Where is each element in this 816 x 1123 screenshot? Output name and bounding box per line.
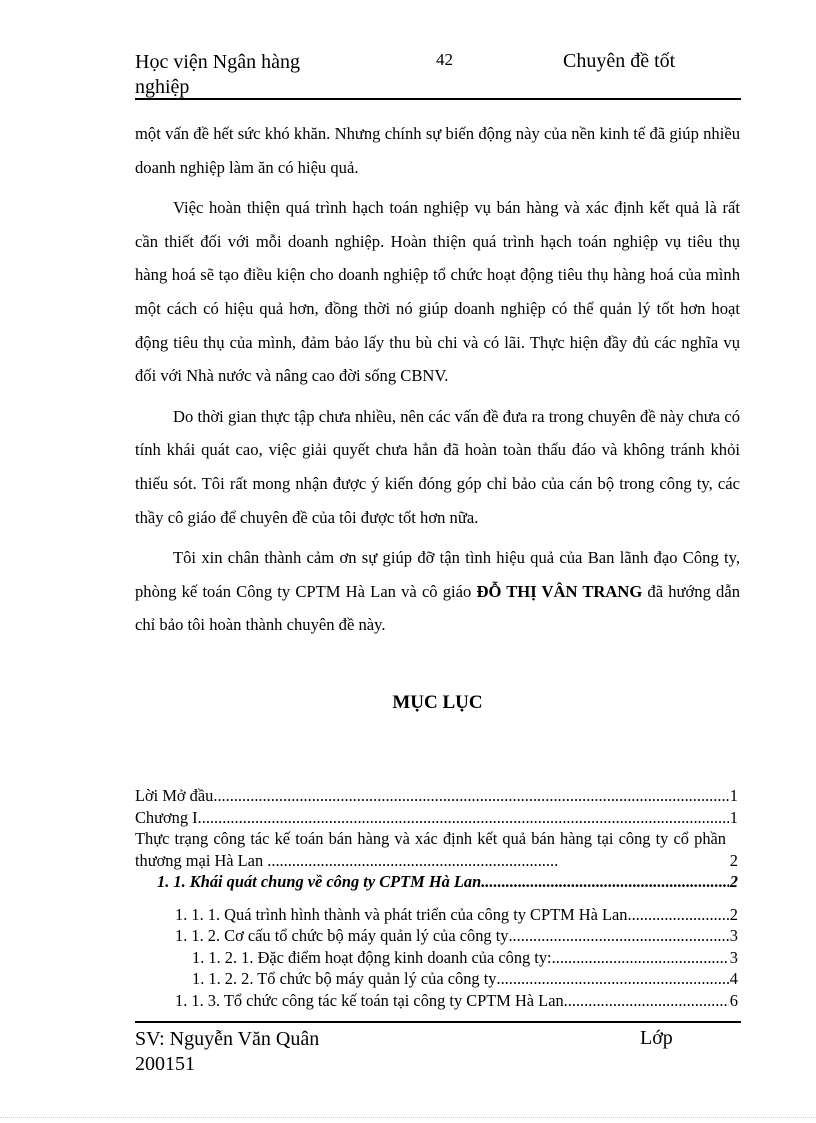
footer-left [135, 1027, 319, 1077]
toc-item-page: 2 [729, 904, 738, 924]
header-left [135, 50, 300, 100]
toc-item-page: 1 [729, 786, 738, 805]
toc-item-page: 3 [729, 947, 738, 967]
advisor-name: ĐỖ THỊ VÂN TRANG [476, 581, 643, 601]
toc-item-label: Chương I [135, 807, 198, 827]
toc-item-page: 2 [729, 850, 738, 870]
toc-item-label: 1. 1. 2. 2. Tổ chức bộ máy quản lý của công ty [192, 969, 497, 988]
toc-item[interactable] [135, 785, 738, 807]
header-institution-cont: nghiệp [135, 76, 190, 98]
toc-item-label: 1. 1. 2. 1. Đặc điểm hoạt động kinh doanh của công ty: [192, 947, 552, 967]
table-of-contents [135, 785, 738, 1011]
toc-item-page: 6 [729, 990, 738, 1010]
paragraph-4-end: đã hướng dẫn chỉ bảo tôi hoàn thành chuyên đề này. [135, 581, 740, 635]
toc-item[interactable] [135, 990, 738, 1012]
toc-item[interactable] [135, 807, 738, 829]
header-rule [135, 98, 741, 100]
header-right: Chuyên đề tốt [563, 50, 676, 72]
paragraph-4 [135, 541, 740, 642]
toc-item-label: Thực trạng công tác kế toán bán hàng và xác định kết quả bán hàng tại công ty cổ phần thương mại Hà Lan [135, 829, 726, 870]
paragraph-1: một vấn đề hết sức khó khăn. Nhưng chính sự biến động này của nền kinh tế đã giúp nhiều doanh nghiệp làm ăn có hiệu quả. [135, 124, 740, 177]
paragraph-4-start: Tôi xin chân thành cảm ơn sự giúp đỡ tận tình hiệu quả của Ban lãnh đạo Công ty, phòng kế toán Công ty CPTM Hà Lan và cô giáo [135, 548, 740, 601]
toc-item-label: 1. 1. Khái quát chung về công ty CPTM Hà Lan [157, 872, 482, 891]
toc-item-label: Lời Mở đầu [135, 786, 214, 805]
header-institution: Học viện Ngân hàng [135, 51, 300, 73]
toc-item-page: 4 [729, 969, 738, 988]
paragraph-2: Việc hoàn thiện quá trình hạch toán nghiệp vụ bán hàng và xác định kết quả là rất cần thiết đối với mỗi doanh nghiệp. Hoàn thiện quá trình hạch toán nghiệp vụ tiêu thụ hàng hoá sẽ tạo điều kiện cho doanh nghiệp tổ chức hoạt động tiêu thụ hàng hoá của mình một cách có hiệu quả hơn, đồng thời nó giúp doanh nghiệp có thể quản lý tốt hơn hoạt động tiêu thụ của mình, đảm bảo lấy thu bù chi và có lãi. Thực hiện đầy đủ các nghĩa vụ đối với Nhà nước và nâng cao đời sống CBNV. [135, 198, 740, 386]
toc-item[interactable] [135, 947, 738, 969]
toc-item[interactable]: Thực trạng công tác kế toán bán hàng và xác định kết quả bán hàng tại công ty cổ phần thương mại Hà Lan ....................................................................... 2 [135, 829, 738, 870]
page-edge [0, 1117, 816, 1118]
toc-item[interactable] [135, 904, 738, 926]
toc-item-label: 1. 1. 2. Cơ cấu tổ chức bộ máy quản lý của công ty [175, 926, 509, 945]
toc-item-page: 2 [729, 872, 738, 891]
toc-item-page: 3 [729, 926, 738, 945]
paragraph-3: Do thời gian thực tập chưa nhiều, nên các vấn đề đưa ra trong chuyên đề này chưa có tính khái quát cao, việc giải quyết chưa hẳn đã hoàn toàn thấu đáo và không tránh khỏi thiếu sót. Tôi rất mong nhận được ý kiến đóng góp chỉ bảo của cán bộ trong công ty, các thầy cô giáo để chuyên đề của tôi được tốt hơn nữa. [135, 406, 740, 527]
student-name: SV: Nguyễn Văn Quân [135, 1028, 320, 1050]
toc-item-label: 1. 1. 1. Quá trình hình thành và phát triển của công ty CPTM Hà Lan [175, 904, 628, 924]
toc-item-page: 1 [729, 807, 738, 827]
toc-item[interactable] [135, 968, 738, 990]
body-text [135, 117, 740, 642]
footer-class-label: Lớp [640, 1027, 673, 1049]
toc-item[interactable] [135, 925, 738, 947]
student-id: 200151 [135, 1053, 195, 1075]
footer-rule [135, 1021, 741, 1023]
toc-item[interactable] [135, 871, 738, 893]
toc-title: MỤC LỤC [392, 692, 483, 713]
toc-item-label: 1. 1. 3. Tổ chức công tác kế toán tại công ty CPTM Hà Lan. [175, 990, 568, 1010]
page-number: 42 [436, 50, 453, 69]
